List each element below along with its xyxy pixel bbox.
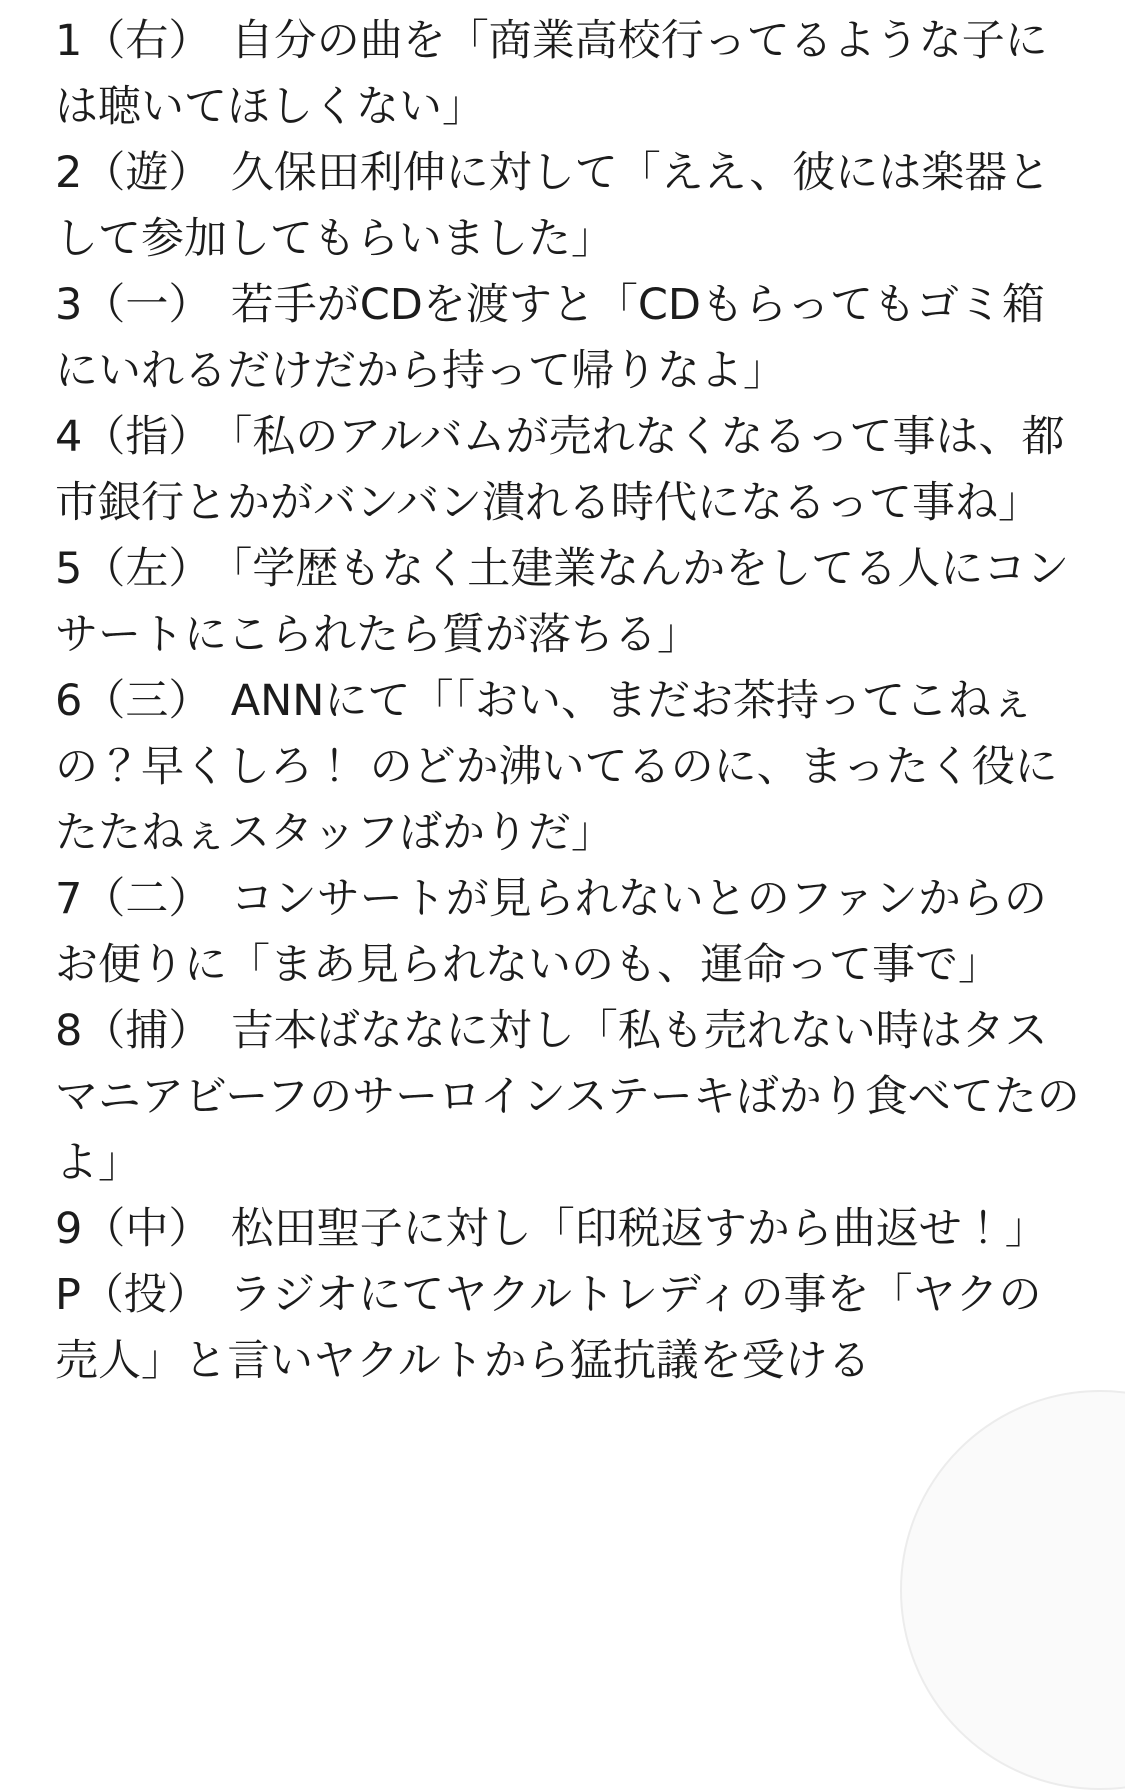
corner-circle-decoration — [900, 1390, 1125, 1790]
position-label: （指） — [82, 412, 212, 462]
position-label: （遊） — [82, 148, 212, 198]
batting-order-number: 6 — [55, 676, 83, 726]
quote-text: 「私のアルバムが売れなくなるって事は、都市銀行とかがバンバン潰れる時代になるって事ね」 — [55, 412, 1065, 528]
lineup-item — [55, 404, 1083, 536]
batting-order-number: P — [55, 1270, 81, 1320]
position-label: （一） — [82, 280, 212, 330]
position-label: （投） — [80, 1270, 210, 1320]
batting-order-number: 4 — [55, 412, 83, 462]
batting-order-number: 7 — [55, 874, 83, 924]
lineup-item — [55, 1196, 1083, 1262]
batting-order-number: 8 — [55, 1006, 83, 1056]
batting-order-number: 3 — [55, 280, 83, 330]
position-label: （右） — [82, 16, 212, 66]
quote-text: コンサートが見られないとのファンからのお便りに「まあ見られないのも、運命って事で」 — [55, 874, 1047, 990]
lineup-item — [55, 998, 1083, 1196]
batting-order-number: 9 — [55, 1204, 83, 1254]
position-label: （捕） — [82, 1006, 212, 1056]
batting-order-number: 1 — [55, 16, 83, 66]
quote-text: 松田聖子に対し「印税返すから曲返せ！」 — [230, 1204, 1048, 1254]
position-label: （三） — [82, 676, 212, 726]
lineup-item — [55, 536, 1083, 668]
lineup-item — [55, 866, 1083, 998]
position-label: （左） — [82, 544, 212, 594]
lineup-item — [55, 668, 1083, 866]
lineup-item — [55, 140, 1083, 272]
batting-order-number: 5 — [55, 544, 83, 594]
position-label: （二） — [82, 874, 212, 924]
position-label: （中） — [82, 1204, 212, 1254]
lineup-item — [55, 272, 1083, 404]
batting-order-number: 2 — [55, 148, 83, 198]
quote-text: ラジオにてヤクルトレディの事を「ヤクの売人」と言いヤクルトから猛抗議を受ける — [55, 1270, 1042, 1386]
quote-text: 若手がCDを渡すと「CDもらってもゴミ箱にいれるだけだから持って帰りなよ」 — [55, 280, 1045, 396]
lineup-item — [55, 8, 1083, 140]
quote-text: 久保田利伸に対して「ええ、彼には楽器として参加してもらいました」 — [55, 148, 1051, 264]
quote-text: ANNにて「「おい、まだお茶持ってこねぇの？早くしろ！ のどか沸いてるのに、まったく役にたたねぇスタッフばかりだ」 — [55, 676, 1058, 858]
quote-text: 自分の曲を「商業高校行ってるような子には聴いてほしくない」 — [55, 16, 1048, 132]
quote-text: 「学歴もなく土建業なんかをしてる人にコンサートにこられたら質が落ちる」 — [55, 544, 1070, 660]
quote-text: 吉本ばななに対し「私も売れない時はタスマニアビーフのサーロインステーキばかり食べてたのよ」 — [55, 1006, 1080, 1188]
lineup-item — [55, 1262, 1083, 1394]
